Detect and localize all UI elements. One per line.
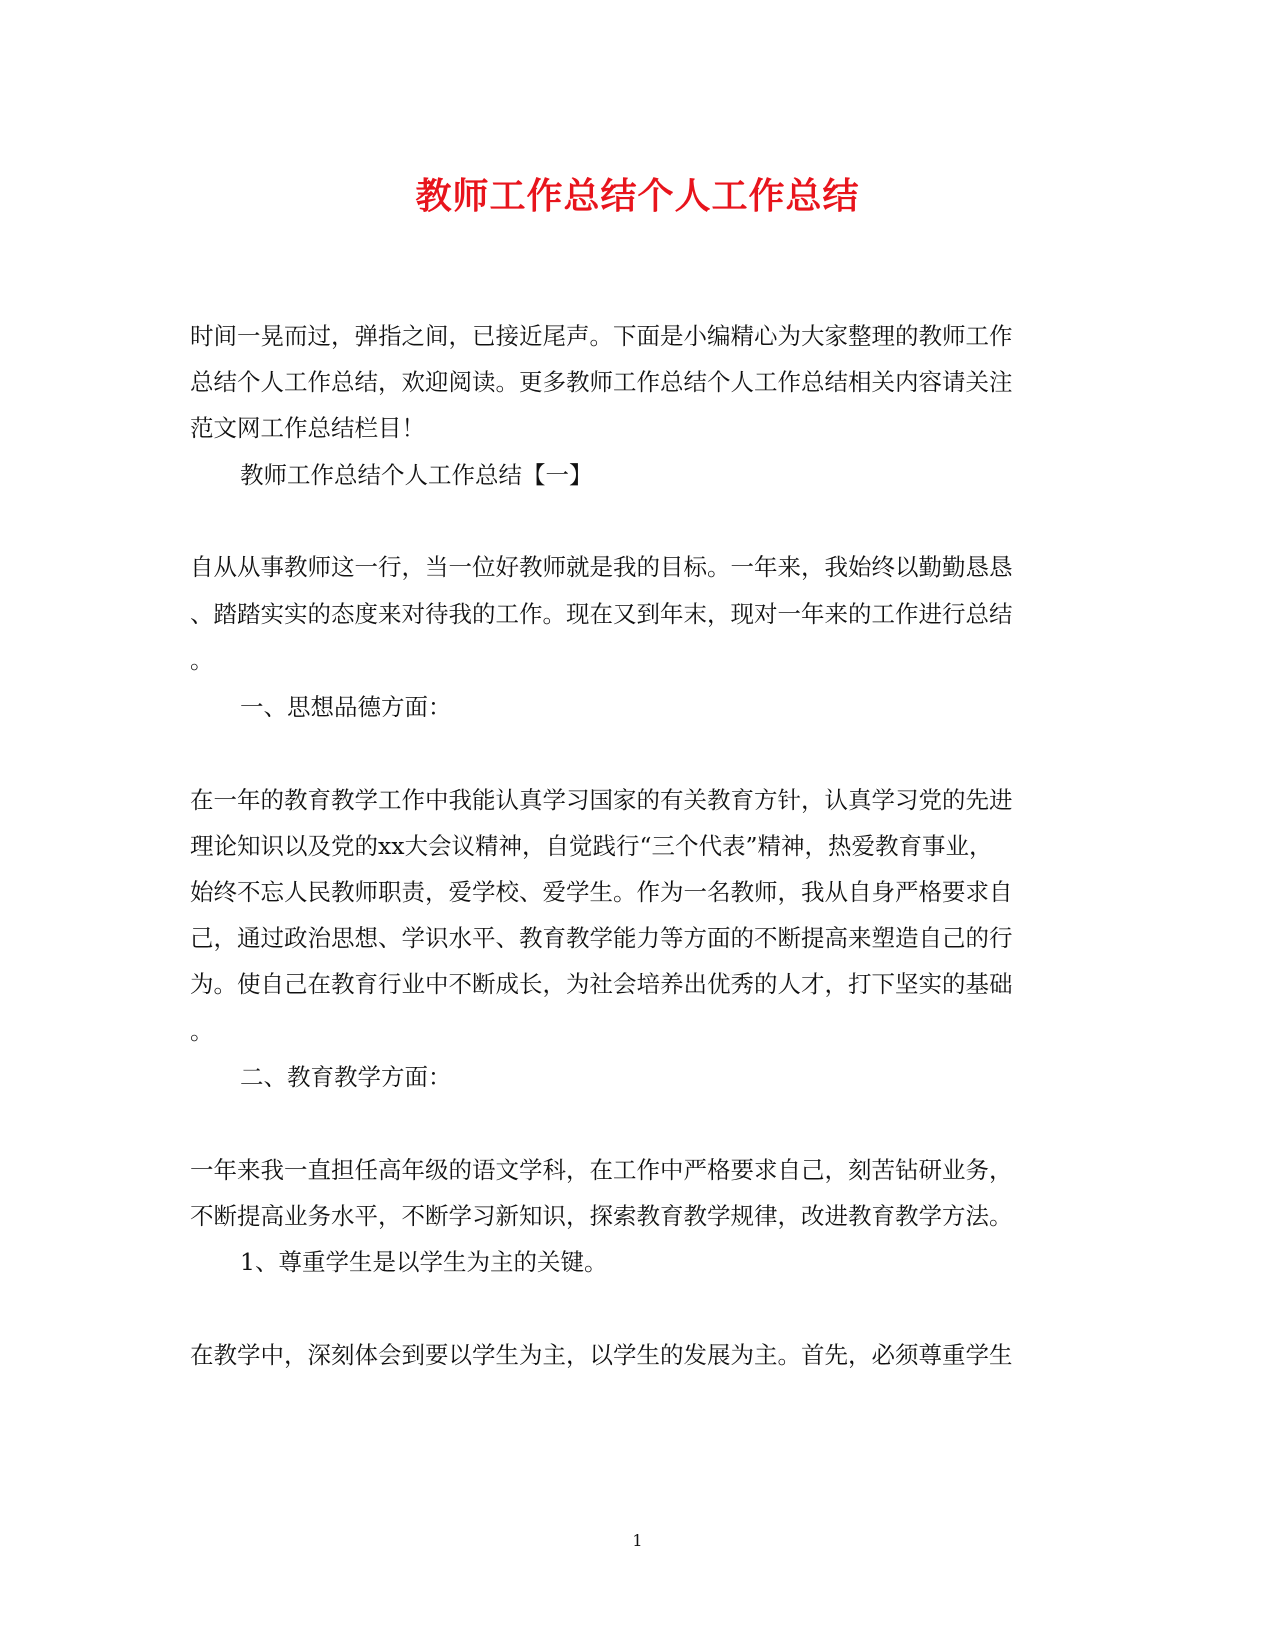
paragraph-line: 范文网工作总结栏目！ <box>190 414 425 442</box>
paragraph-line: 在教学中，深刻体会到要以学生为主，以学生的发展为主。首先，必须尊重学生 <box>190 1341 1013 1369</box>
paragraph-line: 理论知识以及党的xx大会议精神，自觉践行“三个代表”精神，热爱教育事业， <box>190 832 993 860</box>
section-heading: 一、思想品德方面： <box>240 693 452 721</box>
document-title: 教师工作总结个人工作总结 <box>415 175 860 217</box>
paragraph-line: 时间一晃而过，弹指之间，已接近尾声。下面是小编精心为大家整理的教师工作 <box>190 322 1013 350</box>
section-heading: 二、教育教学方面： <box>240 1063 452 1091</box>
paragraph-line: 为。使自己在教育行业中不断成长，为社会培养出优秀的人才，打下坚实的基础 <box>190 970 1013 998</box>
paragraph-line: 不断提高业务水平，不断学习新知识，探索教育教学规律，改进教育教学方法。 <box>190 1202 1013 1230</box>
paragraph-line: 总结个人工作总结，欢迎阅读。更多教师工作总结个人工作总结相关内容请关注 <box>190 368 1013 396</box>
paragraph-line: 自从从事教师这一行，当一位好教师就是我的目标。一年来，我始终以勤勤恳恳 <box>190 553 1013 581</box>
subsection-heading: 1、尊重学生是以学生为主的关键。 <box>240 1248 608 1276</box>
paragraph-line: 。 <box>190 646 214 674</box>
paragraph-line: 己，通过政治思想、学识水平、教育教学能力等方面的不断提高来塑造自己的行 <box>190 924 1013 952</box>
paragraph-line: 、踏踏实实的态度来对待我的工作。现在又到年末，现对一年来的工作进行总结 <box>190 600 1013 628</box>
paragraph-line: 始终不忘人民教师职责，爱学校、爱学生。作为一名教师，我从自身严格要求自 <box>190 878 1013 906</box>
paragraph-line: 。 <box>190 1017 214 1045</box>
paragraph-line: 在一年的教育教学工作中我能认真学习国家的有关教育方针，认真学习党的先进 <box>190 786 1013 814</box>
page-number: 1 <box>632 1531 643 1550</box>
section-heading: 教师工作总结个人工作总结【一】 <box>240 461 593 489</box>
paragraph-line: 一年来我一直担任高年级的语文学科，在工作中严格要求自己，刻苦钻研业务， <box>190 1156 1013 1184</box>
